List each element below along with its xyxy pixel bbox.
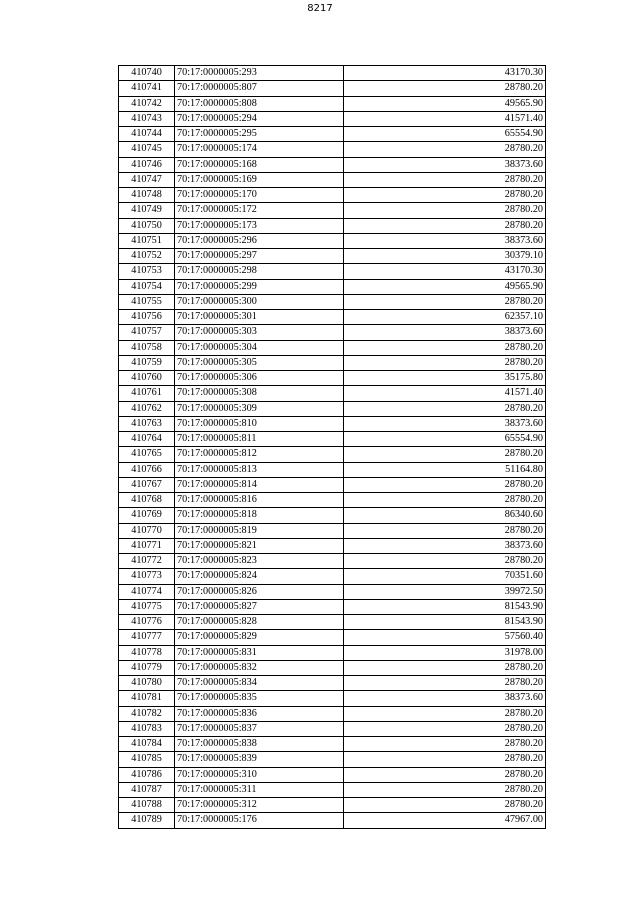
table-row — [119, 447, 546, 462]
table-row — [119, 325, 546, 340]
value-cell: 28780.20 — [344, 203, 546, 218]
table-row — [119, 493, 546, 508]
value-cell: 28780.20 — [344, 355, 546, 370]
value-cell: 62357.10 — [344, 310, 546, 325]
row-number-cell: 410768 — [119, 493, 175, 508]
cadastral-number-cell: 70:17:0000005:832 — [175, 660, 344, 675]
table-body — [119, 66, 546, 829]
row-number-cell: 410778 — [119, 645, 175, 660]
row-number-cell: 410758 — [119, 340, 175, 355]
value-cell: 38373.60 — [344, 325, 546, 340]
row-number-cell: 410774 — [119, 584, 175, 599]
value-cell: 28780.20 — [344, 676, 546, 691]
cadastral-number-cell: 70:17:0000005:839 — [175, 752, 344, 767]
table-row — [119, 660, 546, 675]
value-cell: 41571.40 — [344, 111, 546, 126]
cadastral-number-cell: 70:17:0000005:827 — [175, 599, 344, 614]
value-cell: 38373.60 — [344, 416, 546, 431]
value-cell: 38373.60 — [344, 157, 546, 172]
cadastral-number-cell: 70:17:0000005:831 — [175, 645, 344, 660]
table-row — [119, 294, 546, 309]
cadastral-number-cell: 70:17:0000005:301 — [175, 310, 344, 325]
value-cell: 31978.00 — [344, 645, 546, 660]
cadastral-number-cell: 70:17:0000005:807 — [175, 81, 344, 96]
row-number-cell: 410750 — [119, 218, 175, 233]
table-row — [119, 432, 546, 447]
table-row — [119, 615, 546, 630]
cadastral-number-cell: 70:17:0000005:811 — [175, 432, 344, 447]
value-cell: 28780.20 — [344, 523, 546, 538]
row-number-cell: 410761 — [119, 386, 175, 401]
row-number-cell: 410763 — [119, 416, 175, 431]
value-cell: 49565.90 — [344, 96, 546, 111]
row-number-cell: 410782 — [119, 706, 175, 721]
value-cell: 28780.20 — [344, 554, 546, 569]
row-number-cell: 410785 — [119, 752, 175, 767]
table-row — [119, 371, 546, 386]
cadastral-number-cell: 70:17:0000005:170 — [175, 188, 344, 203]
row-number-cell: 410770 — [119, 523, 175, 538]
value-cell: 65554.90 — [344, 127, 546, 142]
cadastral-number-cell: 70:17:0000005:299 — [175, 279, 344, 294]
value-cell: 28780.20 — [344, 752, 546, 767]
cadastral-number-cell: 70:17:0000005:310 — [175, 767, 344, 782]
table-row — [119, 81, 546, 96]
row-number-cell: 410744 — [119, 127, 175, 142]
table-row — [119, 508, 546, 523]
value-cell: 28780.20 — [344, 294, 546, 309]
row-number-cell: 410775 — [119, 599, 175, 614]
table-row — [119, 584, 546, 599]
cadastral-number-cell: 70:17:0000005:305 — [175, 355, 344, 370]
row-number-cell: 410773 — [119, 569, 175, 584]
table-row — [119, 127, 546, 142]
row-number-cell: 410743 — [119, 111, 175, 126]
row-number-cell: 410751 — [119, 233, 175, 248]
cadastral-number-cell: 70:17:0000005:174 — [175, 142, 344, 157]
value-cell: 28780.20 — [344, 142, 546, 157]
table-row — [119, 96, 546, 111]
row-number-cell: 410788 — [119, 798, 175, 813]
cadastral-number-cell: 70:17:0000005:298 — [175, 264, 344, 279]
value-cell: 28780.20 — [344, 477, 546, 492]
row-number-cell: 410780 — [119, 676, 175, 691]
table-row — [119, 691, 546, 706]
row-number-cell: 410756 — [119, 310, 175, 325]
cadastral-number-cell: 70:17:0000005:813 — [175, 462, 344, 477]
table-row — [119, 462, 546, 477]
cadastral-number-cell: 70:17:0000005:294 — [175, 111, 344, 126]
table-row — [119, 218, 546, 233]
table-row — [119, 142, 546, 157]
table-row — [119, 355, 546, 370]
cadastral-number-cell: 70:17:0000005:814 — [175, 477, 344, 492]
table-row — [119, 706, 546, 721]
row-number-cell: 410764 — [119, 432, 175, 447]
cadastral-number-cell: 70:17:0000005:297 — [175, 249, 344, 264]
table-row — [119, 310, 546, 325]
value-cell: 28780.20 — [344, 401, 546, 416]
cadastral-number-cell: 70:17:0000005:168 — [175, 157, 344, 172]
row-number-cell: 410787 — [119, 782, 175, 797]
value-cell: 49565.90 — [344, 279, 546, 294]
table-row — [119, 538, 546, 553]
table-row — [119, 767, 546, 782]
row-number-cell: 410772 — [119, 554, 175, 569]
value-cell: 28780.20 — [344, 798, 546, 813]
cadastral-number-cell: 70:17:0000005:824 — [175, 569, 344, 584]
table-row — [119, 523, 546, 538]
cadastral-number-cell: 70:17:0000005:818 — [175, 508, 344, 523]
table-row — [119, 554, 546, 569]
row-number-cell: 410749 — [119, 203, 175, 218]
row-number-cell: 410762 — [119, 401, 175, 416]
value-cell: 28780.20 — [344, 767, 546, 782]
row-number-cell: 410766 — [119, 462, 175, 477]
value-cell: 28780.20 — [344, 706, 546, 721]
table-row — [119, 676, 546, 691]
value-cell: 28780.20 — [344, 721, 546, 736]
cadastral-number-cell: 70:17:0000005:837 — [175, 721, 344, 736]
cadastral-number-cell: 70:17:0000005:172 — [175, 203, 344, 218]
table-row — [119, 401, 546, 416]
value-cell: 28780.20 — [344, 218, 546, 233]
row-number-cell: 410786 — [119, 767, 175, 782]
value-cell: 43170.30 — [344, 66, 546, 81]
table-row — [119, 416, 546, 431]
table-row — [119, 782, 546, 797]
row-number-cell: 410753 — [119, 264, 175, 279]
cadastral-number-cell: 70:17:0000005:836 — [175, 706, 344, 721]
cadastral-number-cell: 70:17:0000005:828 — [175, 615, 344, 630]
row-number-cell: 410752 — [119, 249, 175, 264]
value-cell: 81543.90 — [344, 599, 546, 614]
row-number-cell: 410746 — [119, 157, 175, 172]
value-cell: 28780.20 — [344, 493, 546, 508]
row-number-cell: 410776 — [119, 615, 175, 630]
row-number-cell: 410783 — [119, 721, 175, 736]
table-row — [119, 340, 546, 355]
cadastral-number-cell: 70:17:0000005:311 — [175, 782, 344, 797]
table-row — [119, 66, 546, 81]
row-number-cell: 410767 — [119, 477, 175, 492]
value-cell: 47967.00 — [344, 813, 546, 828]
cadastral-table — [118, 65, 546, 829]
cadastral-number-cell: 70:17:0000005:823 — [175, 554, 344, 569]
row-number-cell: 410755 — [119, 294, 175, 309]
cadastral-number-cell: 70:17:0000005:176 — [175, 813, 344, 828]
row-number-cell: 410745 — [119, 142, 175, 157]
cadastral-number-cell: 70:17:0000005:173 — [175, 218, 344, 233]
cadastral-number-cell: 70:17:0000005:295 — [175, 127, 344, 142]
cadastral-number-cell: 70:17:0000005:810 — [175, 416, 344, 431]
row-number-cell: 410771 — [119, 538, 175, 553]
cadastral-number-cell: 70:17:0000005:300 — [175, 294, 344, 309]
cadastral-number-cell: 70:17:0000005:821 — [175, 538, 344, 553]
cadastral-number-cell: 70:17:0000005:816 — [175, 493, 344, 508]
table-row — [119, 645, 546, 660]
row-number-cell: 410747 — [119, 172, 175, 187]
value-cell: 38373.60 — [344, 691, 546, 706]
row-number-cell: 410765 — [119, 447, 175, 462]
cadastral-number-cell: 70:17:0000005:293 — [175, 66, 344, 81]
cadastral-number-cell: 70:17:0000005:829 — [175, 630, 344, 645]
row-number-cell: 410789 — [119, 813, 175, 828]
table-row — [119, 737, 546, 752]
cadastral-number-cell: 70:17:0000005:808 — [175, 96, 344, 111]
value-cell: 57560.40 — [344, 630, 546, 645]
table-row — [119, 249, 546, 264]
table-row — [119, 813, 546, 828]
cadastral-number-cell: 70:17:0000005:309 — [175, 401, 344, 416]
table-row — [119, 264, 546, 279]
table-row — [119, 599, 546, 614]
table-row — [119, 233, 546, 248]
page-number: 8217 — [307, 3, 333, 14]
row-number-cell: 410754 — [119, 279, 175, 294]
cadastral-number-cell: 70:17:0000005:838 — [175, 737, 344, 752]
cadastral-number-cell: 70:17:0000005:826 — [175, 584, 344, 599]
table-row — [119, 157, 546, 172]
value-cell: 30379.10 — [344, 249, 546, 264]
row-number-cell: 410760 — [119, 371, 175, 386]
table-row — [119, 752, 546, 767]
value-cell: 38373.60 — [344, 233, 546, 248]
cadastral-number-cell: 70:17:0000005:835 — [175, 691, 344, 706]
cadastral-number-cell: 70:17:0000005:296 — [175, 233, 344, 248]
value-cell: 28780.20 — [344, 737, 546, 752]
cadastral-number-cell: 70:17:0000005:834 — [175, 676, 344, 691]
value-cell: 28780.20 — [344, 188, 546, 203]
row-number-cell: 410777 — [119, 630, 175, 645]
cadastral-number-cell: 70:17:0000005:306 — [175, 371, 344, 386]
value-cell: 81543.90 — [344, 615, 546, 630]
cadastral-number-cell: 70:17:0000005:312 — [175, 798, 344, 813]
row-number-cell: 410784 — [119, 737, 175, 752]
row-number-cell: 410742 — [119, 96, 175, 111]
row-number-cell: 410741 — [119, 81, 175, 96]
value-cell: 70351.60 — [344, 569, 546, 584]
table-row — [119, 203, 546, 218]
table-row — [119, 111, 546, 126]
value-cell: 28780.20 — [344, 782, 546, 797]
cadastral-number-cell: 70:17:0000005:303 — [175, 325, 344, 340]
value-cell: 28780.20 — [344, 81, 546, 96]
table-row — [119, 630, 546, 645]
row-number-cell: 410748 — [119, 188, 175, 203]
table-row — [119, 172, 546, 187]
table-row — [119, 721, 546, 736]
row-number-cell: 410757 — [119, 325, 175, 340]
cadastral-number-cell: 70:17:0000005:169 — [175, 172, 344, 187]
value-cell: 65554.90 — [344, 432, 546, 447]
value-cell: 28780.20 — [344, 660, 546, 675]
value-cell: 28780.20 — [344, 447, 546, 462]
cadastral-number-cell: 70:17:0000005:308 — [175, 386, 344, 401]
cadastral-number-cell: 70:17:0000005:819 — [175, 523, 344, 538]
table-row — [119, 188, 546, 203]
value-cell: 86340.60 — [344, 508, 546, 523]
table-row — [119, 569, 546, 584]
row-number-cell: 410781 — [119, 691, 175, 706]
cadastral-number-cell: 70:17:0000005:812 — [175, 447, 344, 462]
value-cell: 28780.20 — [344, 340, 546, 355]
table-row — [119, 477, 546, 492]
value-cell: 41571.40 — [344, 386, 546, 401]
value-cell: 51164.80 — [344, 462, 546, 477]
value-cell: 39972.50 — [344, 584, 546, 599]
cadastral-number-cell: 70:17:0000005:304 — [175, 340, 344, 355]
table-row — [119, 279, 546, 294]
row-number-cell: 410769 — [119, 508, 175, 523]
table-row — [119, 386, 546, 401]
value-cell: 35175.80 — [344, 371, 546, 386]
row-number-cell: 410759 — [119, 355, 175, 370]
row-number-cell: 410740 — [119, 66, 175, 81]
value-cell: 38373.60 — [344, 538, 546, 553]
row-number-cell: 410779 — [119, 660, 175, 675]
value-cell: 28780.20 — [344, 172, 546, 187]
table-row — [119, 798, 546, 813]
value-cell: 43170.30 — [344, 264, 546, 279]
